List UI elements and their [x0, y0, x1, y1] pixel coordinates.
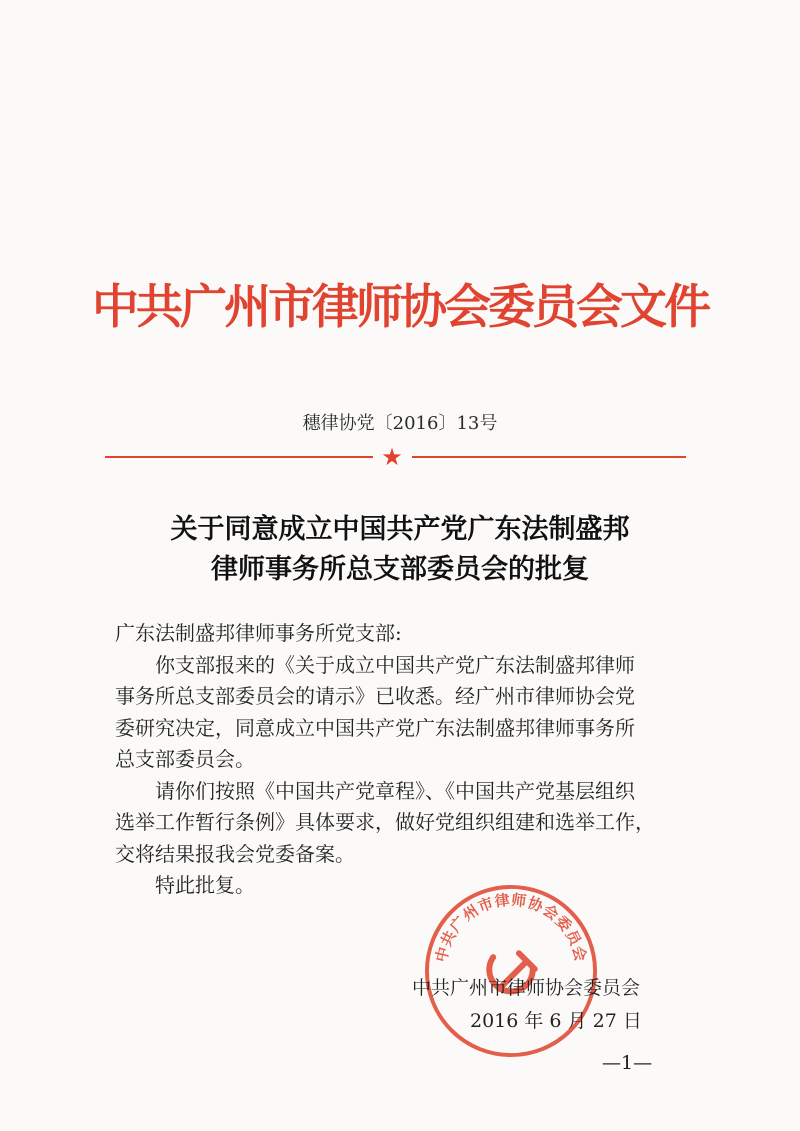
- paragraph-line: 委研究决定，同意成立中国共产党广东法制盛邦律师事务所: [115, 715, 635, 740]
- title-line-1: 关于同意成立中国共产党广东法制盛邦: [170, 514, 630, 545]
- signature-organization: 中共广州市律师协会委员会: [412, 977, 641, 999]
- svg-text:中共广州市律师协会委员会: [433, 892, 590, 964]
- paragraph-line: 交将结果报我会党委备案。: [115, 841, 355, 866]
- red-divider-left: [105, 456, 373, 458]
- paragraph-line: 总支部委员会。: [115, 747, 255, 771]
- star-icon: ★: [381, 443, 403, 471]
- paragraph-2: [115, 776, 685, 871]
- paragraph-line: 请你们按照《中国共产党章程》、《中国共产党基层组织: [155, 778, 635, 803]
- paragraph-line: 你支部报来的《关于成立中国共产党广东法制盛邦律师: [155, 652, 635, 677]
- seal-text: 中共广州市律师协会委员会: [433, 891, 589, 964]
- document-number: 穗律协党〔2016〕13号: [302, 413, 498, 434]
- paragraph-line: 选举工作暂行条例》具体要求，做好党组织组建和选举工作，: [115, 810, 655, 834]
- title-line-2: 律师事务所总支部委员会的批复: [211, 554, 589, 585]
- document-title: [0, 510, 800, 590]
- salutation: 广东法制盛邦律师事务所党支部:: [115, 621, 402, 645]
- document-body: [115, 618, 685, 902]
- paragraph-line: 事务所总支部委员会的请示》已收悉。经广州市律师协会党: [115, 684, 635, 708]
- signature-date: 2016 年 6 月 27 日: [470, 1010, 642, 1032]
- document-header-title: 中共广州市律师协会委员会文件: [92, 280, 708, 335]
- paragraph-1: [115, 650, 685, 776]
- page-number: —1—: [602, 1052, 653, 1074]
- closing-text: 特此批复。: [155, 873, 255, 897]
- red-divider-right: [412, 456, 686, 458]
